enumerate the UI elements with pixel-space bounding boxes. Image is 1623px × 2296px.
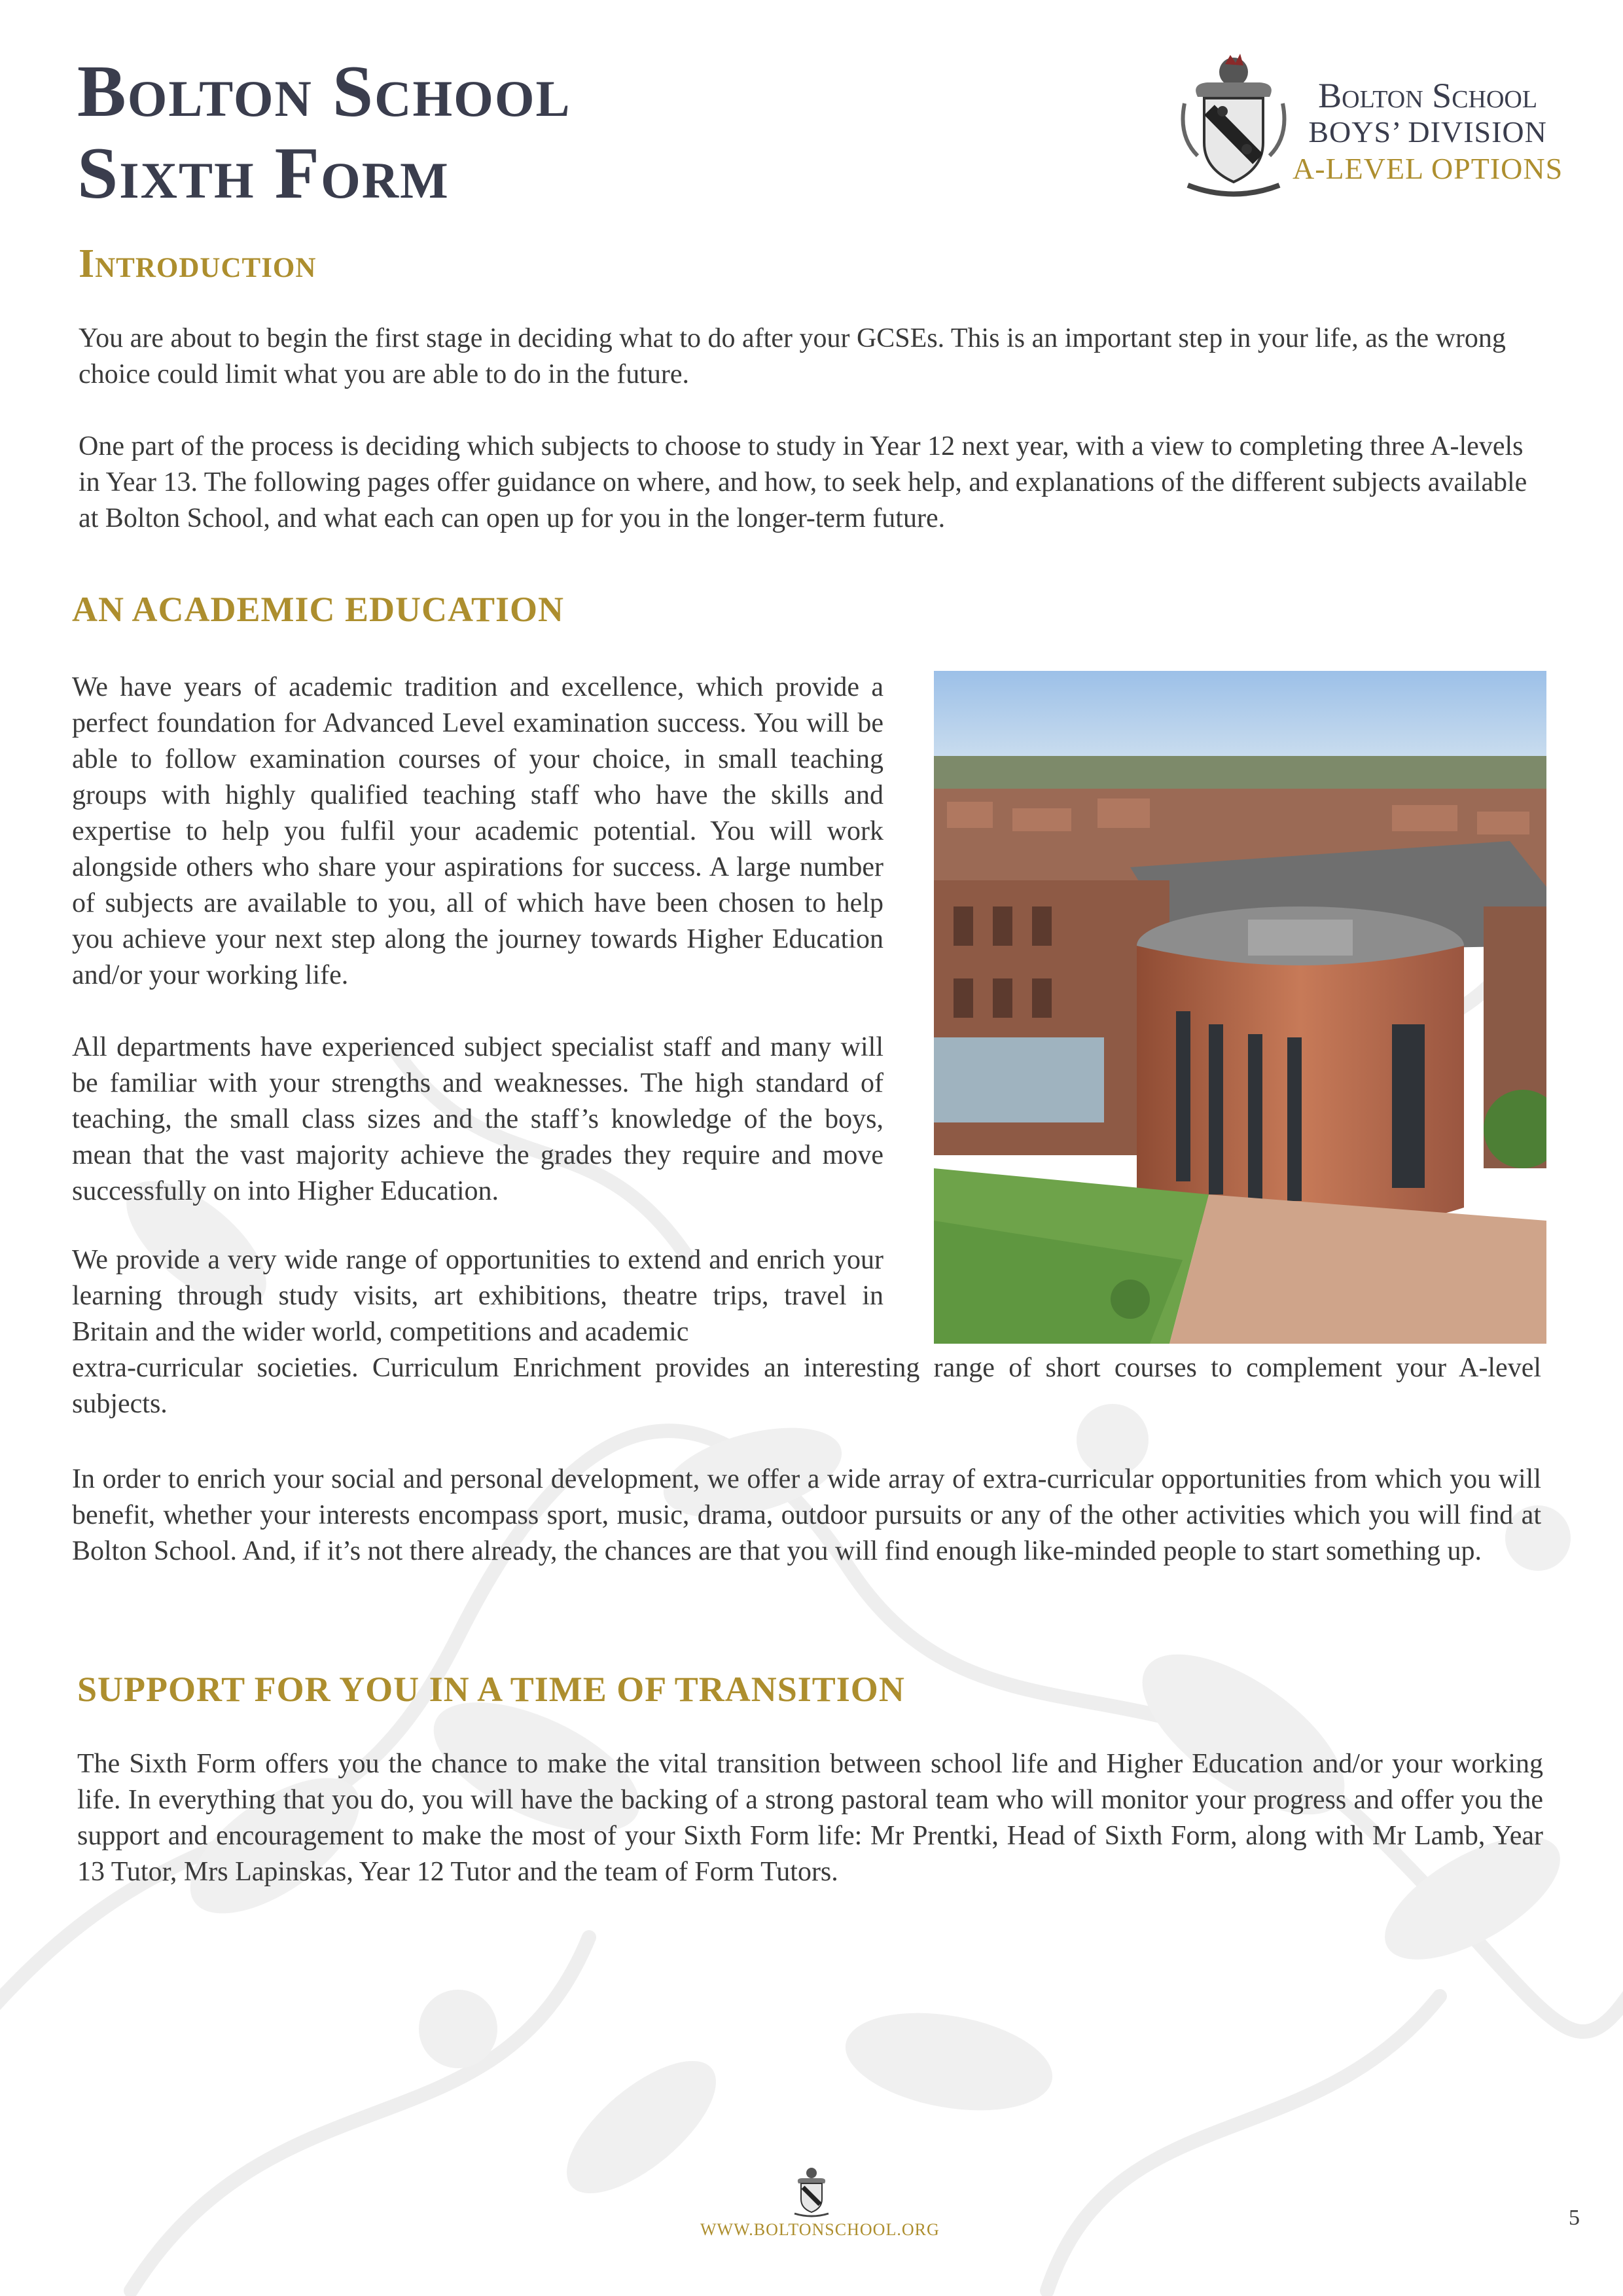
introduction-paragraph-1: You are about to begin the first stage in deciding what to do after your GCSEs. This is an important step in your life, as the wrong choice could limit what you are able to do in the future.	[79, 323, 1506, 389]
page-title	[77, 51, 571, 215]
page-title-line-2: Sixth Form	[77, 133, 450, 214]
academic-paragraph-4: In order to enrich your social and personal development, we offer a wide array of extra-curricular opportunities from which you will benefit, whether your interests encompass sport, music, drama, outdoor pursuits or any of the other activities which you will find at Bolton School. And, if it’s not there already, the chances are that you will find enough like-minded people to start something up.	[72, 1464, 1541, 1566]
school-name: Bolton School	[1318, 76, 1538, 115]
academic-paragraph-1: We have years of academic tradition and excellence, which provide a perfect foundation for Advanced Level examination success. You will be able to follow examination courses of your choice, in small teaching groups with highly qualified teaching staff who have the skills and expertise to help you fulfil your academic potential. You will work alongside others who share your aspirations for success. A large number of subjects are available to you, all of which have been chosen to help you achieve your next step along the journey towards Higher Education and/or your working life.	[72, 672, 883, 990]
introduction-heading: Introduction	[79, 242, 317, 286]
academic-education-heading: AN ACADEMIC EDUCATION	[72, 590, 565, 629]
footer-crest-icon	[791, 2165, 832, 2217]
introduction-paragraph-2: One part of the process is deciding which subjects to choose to study in Year 12 next year, with a view to completing three A-levels in Year 13. The following pages offer guidance on where, and how, to seek help, and explanations of the different subjects available at Bolton School, and what each can open up for you in the longer-term future.	[79, 431, 1527, 533]
school-building-photo	[934, 671, 1546, 1344]
support-heading: SUPPORT FOR YOU IN A TIME OF TRANSITION	[77, 1670, 905, 1709]
academic-paragraph-2: All departments have experienced subject specialist staff and many will be familiar with your strengths and weaknesses. The high standard of teaching, the small class sizes and the staff’s knowledge of the boys, mean that the vast majority achieve the grades they require and move successfully on into Higher Education.	[72, 1032, 883, 1206]
school-crest-icon	[1178, 51, 1289, 200]
academic-paragraph-3-end: extra-curricular societies. Curriculum Enrichment provides an interesting range of short courses to complement your A-level subjects.	[72, 1353, 1541, 1419]
page-title-line-1: Bolton School	[77, 51, 571, 132]
page-number: 5	[1569, 2206, 1580, 2230]
support-paragraph: The Sixth Form offers you the chance to make the vital transition between school life and Higher Education and/or your working life. In everything that you do, you will have the backing of a strong pastoral team who will monitor your progress and offer you the support and encouragement to make the most of your Sixth Form life: Mr Prentki, Head of Sixth Form, along with Mr Lamb, Year 13 Tutor, Mrs Lapinskas, Year 12 Tutor and the team of Form Tutors.	[77, 1749, 1543, 1887]
website-url[interactable]: WWW.BOLTONSCHOOL.ORG	[700, 2220, 940, 2239]
academic-paragraph-3-start: We provide a very wide range of opportunities to extend and enrich your learning through study visits, art exhibitions, theatre trips, travel in Britain and the wider world, competitions and academic	[72, 1245, 883, 1347]
document-title: A-LEVEL OPTIONS	[1293, 152, 1563, 185]
division-name: BOYS’ DIVISION	[1308, 115, 1547, 149]
division-block	[1293, 77, 1563, 187]
